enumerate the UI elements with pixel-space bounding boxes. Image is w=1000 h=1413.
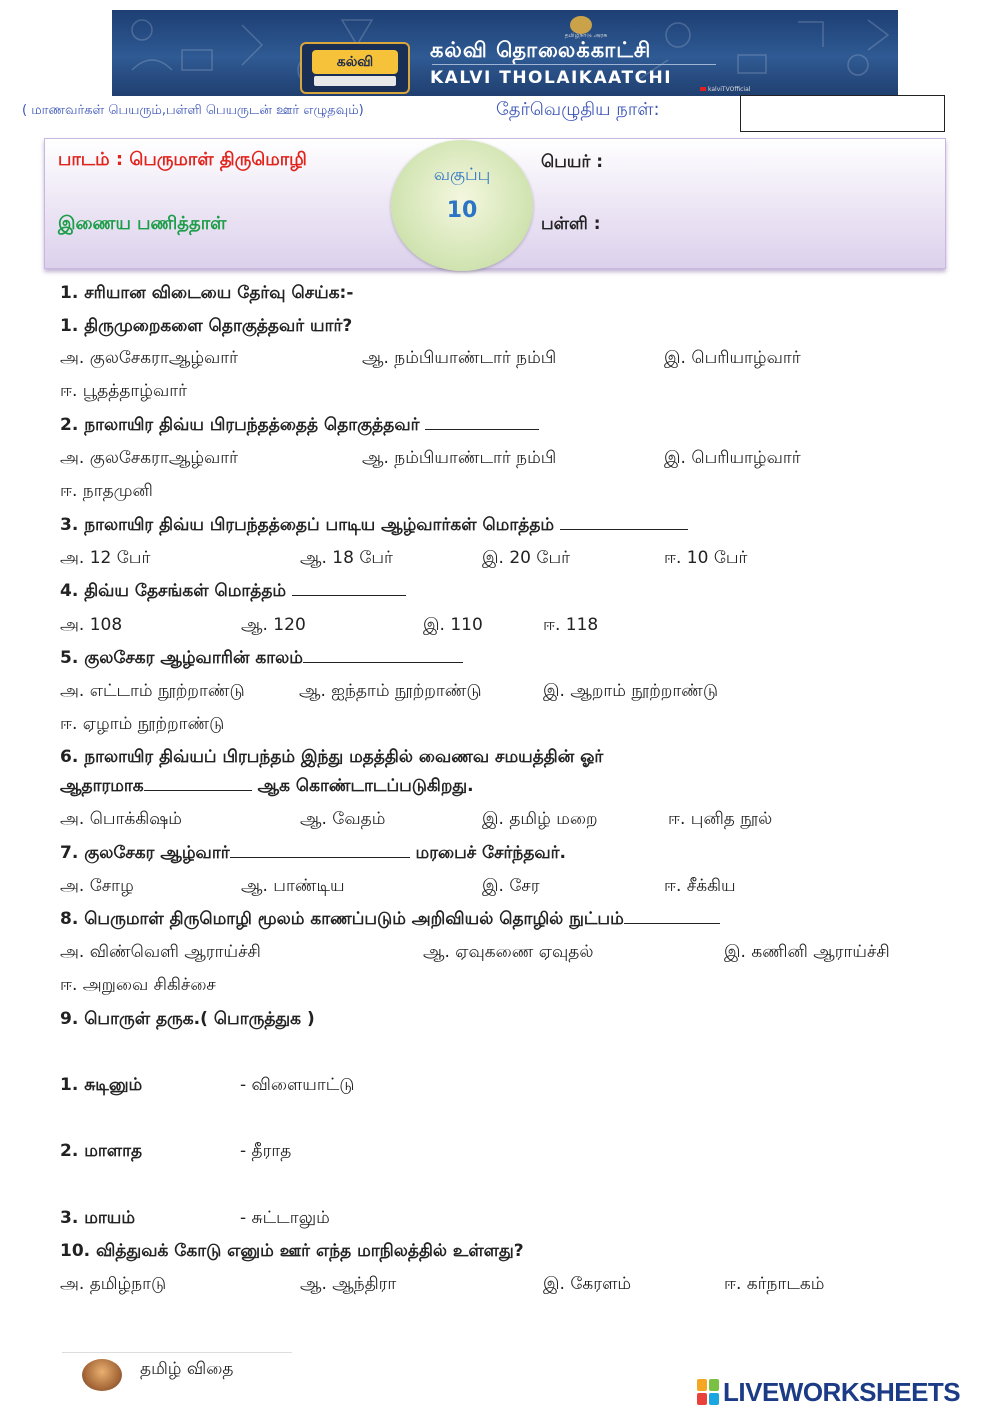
- question-5: 5. குலசேகர ஆழ்வாரின் காலம்: [60, 648, 463, 670]
- option-7a[interactable]: அ. சோழ: [60, 876, 134, 896]
- question-10: 10. வித்துவக் கோடு எனும் ஊர் எந்த மாநிலத்தில் உள்ளது?: [60, 1241, 524, 1261]
- answer-blank: [144, 789, 252, 791]
- youtube-icon: [700, 87, 706, 91]
- emblem-caption: தமிழ்நாடு அரசு: [564, 32, 608, 39]
- question-6-line-2: ஆதாரமாக ஆக கொண்டாடப்படுகிறது.: [60, 776, 474, 796]
- match-row-1: [60, 1075, 142, 1097]
- option-1c[interactable]: இ. பெரியாழ்வார்: [664, 348, 801, 368]
- question-7: 7. குலசேகர ஆழ்வார் மரபைச் சேர்ந்தவர்.: [60, 843, 567, 863]
- question-3: 3. நாலாயிர திவ்ய பிரபந்தத்தைப் பாடிய ஆழ்வார்கள் மொத்தம்: [60, 515, 688, 537]
- match-term: 2. மாளாத: [60, 1141, 143, 1161]
- youtube-handle: kalviTVOfficial: [700, 86, 750, 93]
- option-1b[interactable]: ஆ. நம்பியாண்டார் நம்பி: [362, 348, 557, 368]
- option-6c[interactable]: இ. தமிழ் மறை: [482, 809, 598, 829]
- option-5d[interactable]: ஈ. ஏழாம் நூற்றாண்டு: [60, 714, 225, 734]
- option-10c[interactable]: இ. கேரளம்: [543, 1274, 632, 1294]
- footer-divider: [62, 1352, 292, 1353]
- option-10d[interactable]: ஈ. கர்நாடகம்: [724, 1274, 825, 1294]
- liveworksheets-brand: LIVEWORKSHEETS: [723, 1377, 961, 1407]
- match-meaning-2[interactable]: - தீராத: [240, 1141, 292, 1161]
- option-6d[interactable]: ஈ. புனித நூல்: [668, 809, 773, 829]
- student-name-label: பெயர் :: [541, 152, 604, 172]
- exam-date-input[interactable]: [740, 95, 945, 132]
- class-number: 10: [446, 198, 478, 223]
- subject-title: பாடம் : பெருமாள் திருமொழி: [58, 149, 307, 170]
- option-2a[interactable]: அ. குலசேகராஆழ்வார்: [60, 448, 239, 468]
- option-4c[interactable]: இ. 110: [423, 615, 483, 635]
- option-8a[interactable]: அ. விண்வெளி ஆராய்ச்சி: [60, 942, 261, 962]
- banner: [112, 10, 898, 96]
- option-3b[interactable]: ஆ. 18 பேர்: [300, 548, 393, 568]
- question-8: 8. பெருமாள் திருமொழி மூலம் காணப்படும் அறிவியல் தொழில் நுட்பம்: [60, 909, 720, 931]
- match-meaning-1[interactable]: - விளையாட்டு: [240, 1075, 355, 1095]
- option-8d[interactable]: ஈ. அறுவை சிகிச்சை: [60, 975, 216, 995]
- option-1a[interactable]: அ. குலசேகராஆழ்வார்: [60, 348, 239, 368]
- option-10a[interactable]: அ. தமிழ்நாடு: [60, 1274, 167, 1294]
- banner-title-tamil: கல்வி தொலைக்காட்சி: [430, 38, 652, 62]
- option-3c[interactable]: இ. 20 பேர்: [482, 548, 570, 568]
- option-7c[interactable]: இ. சேர: [482, 876, 540, 896]
- liveworksheets-icon: [697, 1379, 719, 1405]
- exam-date-label: தேர்வெழுதிய நாள்:: [496, 99, 660, 120]
- option-6a[interactable]: அ. பொக்கிஷம்: [60, 809, 182, 829]
- instruction-note: ( மாணவர்கள் பெயரும்,பள்ளி பெயருடன் ஊர் எழுதவும்): [22, 103, 364, 118]
- kalvi-logo: [300, 42, 410, 94]
- question-6-line-1: 6. நாலாயிர திவ்யப் பிரபந்தம் இந்து மதத்தில் வைணவ சமயத்தின் ஓர்: [60, 747, 604, 767]
- option-10b[interactable]: ஆ. ஆந்திரா: [300, 1274, 397, 1294]
- option-2d[interactable]: ஈ. நாதமுனி: [60, 481, 153, 501]
- answer-blank: [425, 428, 539, 430]
- option-1d[interactable]: ஈ. பூதத்தாழ்வார்: [60, 381, 187, 401]
- class-label: வகுப்பு: [433, 165, 491, 185]
- answer-blank: [303, 661, 463, 663]
- author-avatar: [82, 1359, 122, 1391]
- option-7b[interactable]: ஆ. பாண்டிய: [241, 876, 345, 896]
- option-4a[interactable]: அ. 108: [60, 615, 123, 635]
- answer-blank: [624, 922, 720, 924]
- option-4b[interactable]: ஆ. 120: [241, 615, 306, 635]
- question-4: 4. திவ்ய தேசங்கள் மொத்தம்: [60, 581, 406, 603]
- option-8c[interactable]: இ. கணினி ஆராய்ச்சி: [724, 942, 890, 962]
- option-5a[interactable]: அ. எட்டாம் நூற்றாண்டு: [60, 681, 245, 701]
- option-3a[interactable]: அ. 12 பேர்: [60, 548, 151, 568]
- option-5b[interactable]: ஆ. ஐந்தாம் நூற்றாண்டு: [299, 681, 482, 701]
- option-6b[interactable]: ஆ. வேதம்: [300, 809, 386, 829]
- match-row-2: [60, 1141, 142, 1163]
- answer-blank: [560, 528, 688, 530]
- match-term: 1. சுடினும்: [60, 1075, 143, 1095]
- match-row-3: [60, 1208, 135, 1230]
- option-3d[interactable]: ஈ. 10 பேர்: [664, 548, 748, 568]
- match-term: 3. மாயம்: [60, 1208, 136, 1228]
- author-name: தமிழ் விதை: [140, 1359, 234, 1379]
- match-meaning-3[interactable]: - சுட்டாலும்: [240, 1208, 330, 1228]
- question-2: 2. நாலாயிர திவ்ய பிரபந்தத்தைத் தொகுத்தவர்: [60, 415, 539, 437]
- option-8b[interactable]: ஆ. ஏவுகணை ஏவுதல்: [423, 942, 594, 962]
- banner-title-english: KALVI THOLAIKAATCHI: [430, 68, 673, 88]
- option-5c[interactable]: இ. ஆறாம் நூற்றாண்டு: [543, 681, 719, 701]
- option-7d[interactable]: ஈ. சீக்கிய: [664, 876, 736, 896]
- worksheet-subtitle: இணைய பணித்தாள்: [58, 213, 227, 234]
- logo-text: கல்வி: [312, 50, 398, 74]
- section-title: 1. சரியான விடையை தேர்வு செய்க:-: [60, 283, 354, 303]
- option-2c[interactable]: இ. பெரியாழ்வார்: [664, 448, 801, 468]
- question-1: 1. திருமுறைகளை தொகுத்தவர் யார்?: [60, 316, 353, 336]
- question-9: 9. பொருள் தருக.( பொருத்துக ): [60, 1009, 315, 1029]
- school-name-label: பள்ளி :: [541, 214, 601, 234]
- option-4d[interactable]: ஈ. 118: [543, 615, 599, 635]
- option-2b[interactable]: ஆ. நம்பியாண்டார் நம்பி: [362, 448, 557, 468]
- answer-blank: [230, 856, 410, 858]
- answer-blank: [292, 594, 406, 596]
